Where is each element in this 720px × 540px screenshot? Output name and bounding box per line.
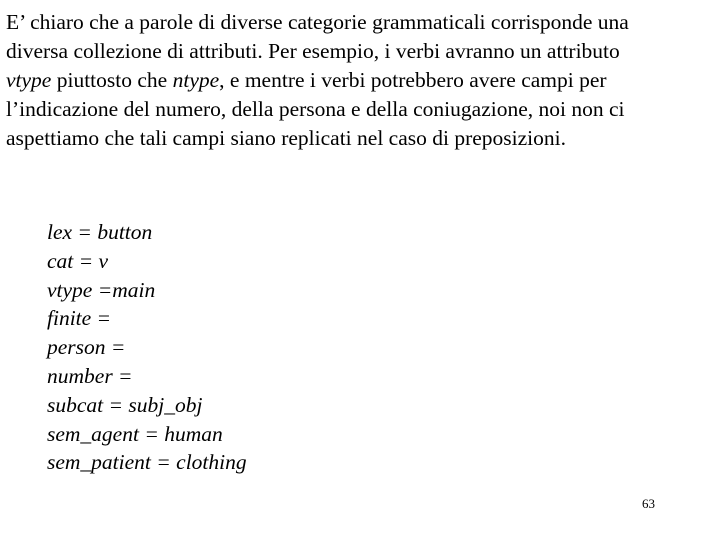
paragraph-line-2: diversa collezione di attributi. Per esempio, i verbi avranno un attributo: [6, 39, 620, 63]
feature-person: person =: [47, 335, 126, 360]
feature-subcat: subcat = subj_obj: [47, 392, 203, 417]
feature-cat: cat = v: [47, 248, 109, 273]
ntype-term: ntype: [172, 68, 220, 92]
feature-lex: lex = button: [47, 220, 153, 244]
vtype-term: vtype: [6, 68, 52, 92]
feature-list: [47, 218, 247, 477]
paragraph-line-1: E’ chiaro che a parole di diverse categorie grammaticali corrisponde una: [6, 10, 629, 34]
feature-number: number =: [47, 363, 133, 388]
body-paragraph: [6, 8, 712, 153]
feature-vtype: vtype =main: [47, 277, 156, 302]
feature-sem-agent: sem_agent = human: [47, 421, 223, 446]
feature-sem-patient: sem_patient = clothing: [47, 450, 247, 475]
paragraph-line-5: aspettiamo che tali campi siano replicati nel caso di preposizioni.: [6, 126, 567, 150]
feature-finite: finite =: [47, 306, 112, 331]
page-number: 63: [642, 496, 655, 511]
paragraph-line-4: l’indicazione del numero, della persona e della coniugazione, noi non ci: [6, 97, 625, 121]
paragraph-line-3: vtype piuttosto che ntype, e mentre i verbi potrebbero avere campi per: [6, 68, 607, 92]
